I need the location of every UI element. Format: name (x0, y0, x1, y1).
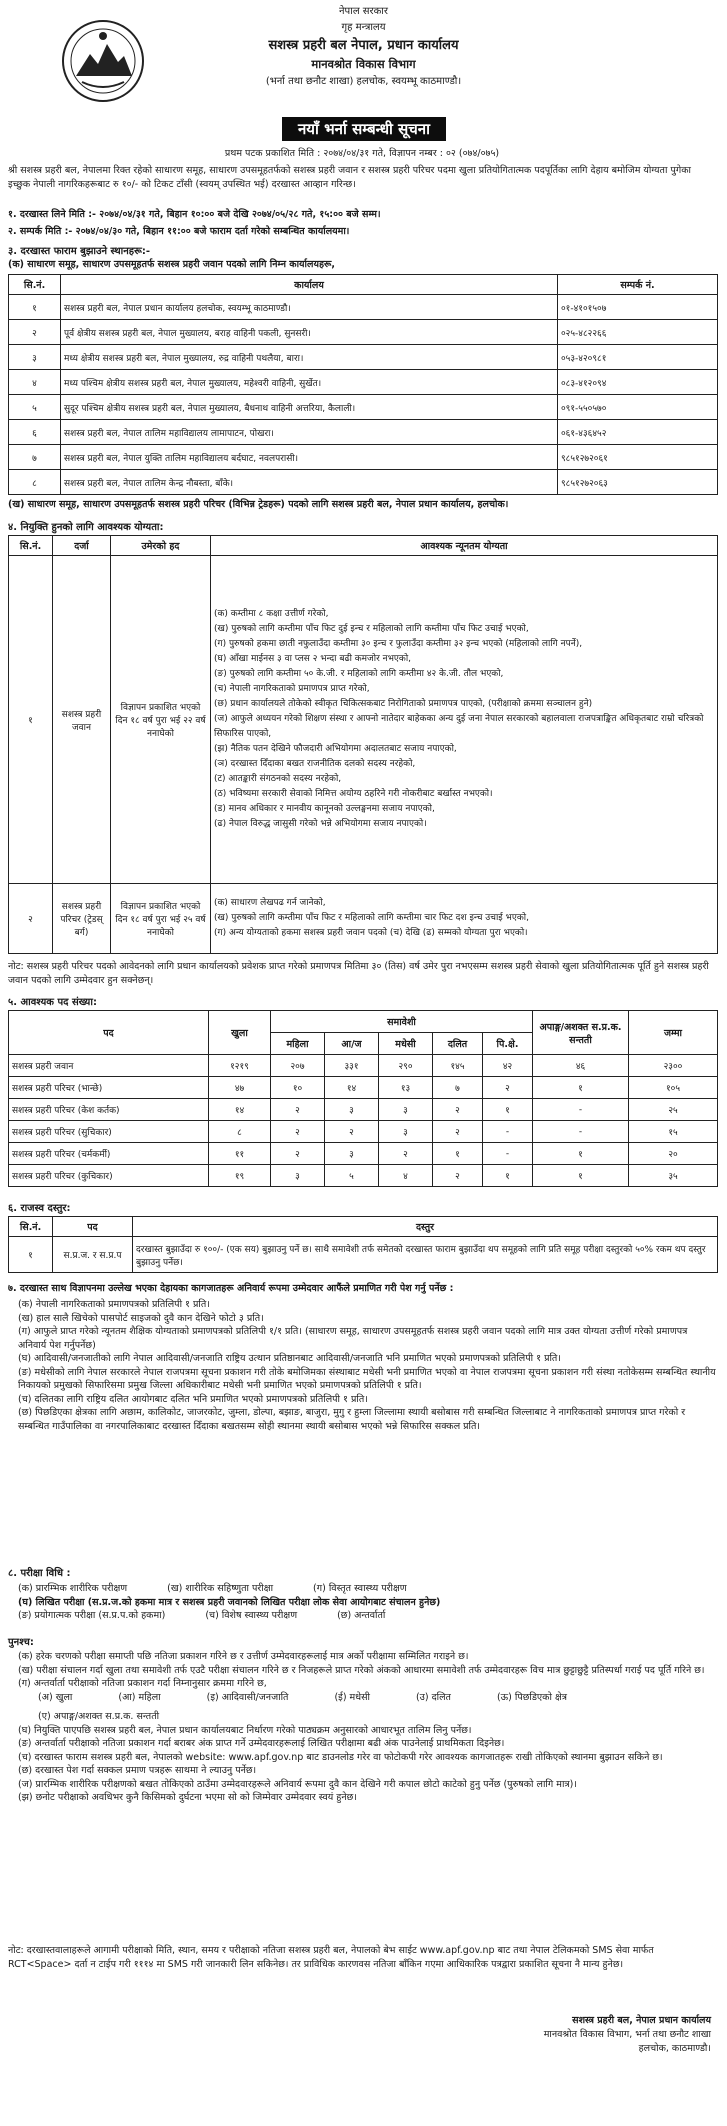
deadline-line: १. दरखास्त लिने मिति :- २०७४/०४/३१ गते, बिहान १०:०० बजे देखि २०७४/०५/२८ गते, १५:०० बजे सम्म। (8, 209, 381, 220)
section4-note: नोट: सशस्त्र प्रहरी परिचर पदको आवेदनको लागि प्रधान कार्यालयको प्रवेशक प्राप्त गरेको प्रमाणपत्र मितिमा ३० (तिस) वर्ष उमेर पुरा नभएसम्म सशस्त्र प्रहरी सेवाको खुला प्रतियोगितात्मक पूर्ति हुने सशस्त्र प्रहरी जवान पदको लागि उम्मेदवार हुन सक्नेछन्। (8, 961, 709, 986)
cell: २ (325, 1121, 379, 1143)
table-row (9, 1165, 718, 1187)
table-row (9, 884, 718, 954)
cell: १ (533, 1077, 629, 1099)
section6-title: ६. राजस्व दस्तुर: (8, 1203, 71, 1214)
list-item: (ङ) मधेसीको लागि नेपाल सरकारले नेपाल राजपत्रमा सूचना प्रकाशन गरी तोके बमोजिमका संस्थाबाट मधेसी भनी प्रमाणित भएको वा नेपाल राजपत्रमा सूचना प्रकाशन गरी संस्था नतोकेसम्म सम्बन्धित स्थानीय निकायको प्रमुखको सिफारिसमा प्रमुख जिल्ला अधिकारीबाट मधेसी भनी प्रमाणित भएको प्रमाणपत्रको प्रतिलिपी १ प्रति। (18, 1366, 716, 1391)
requirement-item: (झ) नैतिक पतन देखिने फौजदारी अभियोगमा अदालतबाट सजाय नपाएको, (214, 744, 457, 754)
list-item: (ख) हाल सालै खिचेको पासपोर्ट साइजको दुवै कान देखिने फोटो ३ प्रति। (18, 1312, 264, 1324)
section3-note-kha: (ख) साधारण समूह, साधारण उपसमूहतर्फ सशस्त्र प्रहरी परिचर (विभिन्न ट्रेडहरू) पदको लागि सशस्त्र प्रहरी बल, नेपाल प्रधान कार्यालय, हलचोक। (8, 499, 509, 510)
cell: ४ (379, 1165, 433, 1187)
cell: ११ (209, 1143, 271, 1165)
table-row (9, 1143, 718, 1165)
cell: स.प्र.ज. र स.प्र.प (53, 1237, 133, 1273)
requirements-cell (211, 884, 718, 954)
cell: १० (271, 1077, 325, 1099)
cell: ०१-४१०१५०७ (558, 295, 718, 320)
footnote: नोट: दरखास्तवालाहरूले आगामी परीक्षाको मिति, स्थान, समय र परीक्षाको नतिजा सशस्त्र प्रहरी बल, नेपालको बेभ साईट www.apf.gov.np बाट तथा नेपाल टेलिकमको SMS सेवा मार्फत RCT<Space> दर्ता न टाईप गरी १११४ मा SMS गरी जानकारी लिन सकिनेछ। तर प्राविधिक कारणवस नतिजा बाँकिन गएमा आधिकारिक पत्रद्वारा प्रकाशित सूचना नै मान्य हुनेछ। (8, 1945, 654, 1970)
cell: २ (433, 1121, 483, 1143)
cell: ३ (325, 1099, 379, 1121)
cell: १४५ (433, 1055, 483, 1077)
cell: ३ (379, 1099, 433, 1121)
cell: २५ (629, 1099, 718, 1121)
col-header: पद (9, 1011, 209, 1055)
cell: २९० (379, 1055, 433, 1077)
requirement-item: (च) नेपाली नागरिकताको प्रमाणपत्र प्राप्त गरेको, (214, 684, 370, 694)
cell: १ (9, 556, 53, 884)
section9-list (8, 1650, 716, 1805)
list-item: (घ) आदिवासी/जनजातीको लागि नेपाल आदिवासी/जनजाति राष्ट्रिय उत्थान प्रतिष्ठानबाट आदिवासी/जनजाति भनि प्रमाणित भएको प्रमाणपत्रको प्रतिलिपी १ प्रति। (18, 1353, 561, 1364)
cell: १ (533, 1143, 629, 1165)
requirement-item: (क) साधारण लेखपढ गर्न जानेको, (214, 898, 326, 908)
list-item: (च) दरखास्त फाराम सशस्त्र प्रहरी बल, नेपालको website: www.apf.gov.np बाट डाउनलोड गरेर वा फोटोकपी गरेर आवश्यक कागजातहरू राखी तोकिएको स्थानमा बुझाउन सकिने छ। (18, 1751, 663, 1763)
qualification-table (8, 535, 718, 954)
col-header: दस्तुर (133, 1217, 718, 1237)
requirement-item: (ख) पुरुषको लागि कम्तीमा पाँच फिट र महिलाको लागि कम्तीमा चार फिट दश इन्च उचाई भएको, (214, 913, 529, 923)
col-header: समावेशी (271, 1011, 533, 1033)
header (0, 4, 727, 108)
exam-line-1 (18, 1582, 716, 1596)
cell: ३ (325, 1143, 379, 1165)
cell: - (483, 1121, 533, 1143)
exam-item: (छ) अन्तर्वार्ता (337, 1610, 386, 1621)
exam-item: (च) विशेष स्वास्थ्य परीक्षण (205, 1610, 298, 1621)
cell: सुदूर पश्चिम क्षेत्रीय सशस्त्र प्रहरी बल, नेपाल मुख्यालय, बैधनाथ वाहिनी अत्तरिया, कैलाली। (61, 395, 558, 420)
requirement-item: (ञ) दरखास्त दिँदाका बखत राजनीतिक दलको सदस्य नरहेको, (214, 759, 416, 769)
requirement-item: (ज) आफुले अध्ययन गरेको शिक्षण संस्था र आफ्नो नातेदार बाहेकका अन्य दुई जना नेपाल सरकारको बहालवाला राजपत्राङ्कित अधिकृतबाट राम्रो चरित्रको सिफारिस पाएको, (214, 714, 704, 739)
list-item: (क) नेपाली नागरिकताको प्रमाणपत्रको प्रतिलिपी १ प्रति। (18, 1299, 210, 1310)
notice-banner: नयाँ भर्ना सम्बन्धी सूचना (282, 117, 446, 141)
section7-list (8, 1298, 716, 1433)
header-line-4: मानवश्रोत विकास विभाग (311, 57, 416, 71)
cell: विज्ञापन प्रकाशित भएको दिन १८ वर्ष पुरा भई २२ वर्ष ननाघेको (111, 556, 211, 884)
cell: सशस्त्र प्रहरी परिचर (केश कर्तक) (9, 1099, 209, 1121)
signature-line-1: सशस्त्र प्रहरी बल, नेपाल प्रधान कार्यालय (572, 2015, 711, 2026)
list-item: (ङ) अन्तर्वार्ता परीक्षाको नतिजा प्रकाशन गर्दा बराबर अंक प्राप्त गर्ने उम्मेदवारहरूलाई लिखित परीक्षामा बढी अंक पाउनेलाई प्राथमिकता दिइनेछ। (18, 1738, 505, 1749)
exam-line-3 (18, 1609, 716, 1623)
table-row (9, 556, 718, 884)
table-header-row (9, 1011, 718, 1033)
table-row (9, 370, 718, 395)
table-row (9, 445, 718, 470)
cell: मध्य पश्चिम क्षेत्रीय सशस्त्र प्रहरी बल, नेपाल मुख्यालय, महेश्वरी वाहिनी, सुर्खेत। (61, 370, 558, 395)
cell: ०९१-५५०५७० (558, 395, 718, 420)
fee-table (8, 1216, 718, 1273)
list-item: (क) हरेक चरणको परीक्षा समाप्ती पछि नतिजा प्रकाशन गरिने छ र उत्तीर्ण उम्मेदवारहरूलाई मात्र अर्को परीक्षामा सम्मिलित गराइने छ। (18, 1651, 469, 1662)
table-header-row (9, 536, 718, 556)
signature-line-3: हलचोक, काठमाण्डौ। (638, 2043, 711, 2054)
table-row (9, 345, 718, 370)
cell: २ (271, 1121, 325, 1143)
col-header: आवश्यक न्यूनतम योग्यता (211, 536, 718, 556)
contact-line: २. सम्पर्क मिति :- २०७४/०४/३० गते, बिहान ११:०० बजे फाराम दर्ता गरेको सम्बन्धित कार्यालयमा। (8, 226, 350, 237)
cell: ३५ (629, 1165, 718, 1187)
col-header: पद (53, 1217, 133, 1237)
requirement-item: (ख) पुरुषको लागि कम्तीमा पाँच फिट दुई इन्च र महिलाको लागि कम्तीमा पाँच फिट उचाई भएको, (214, 624, 529, 634)
cell: ९८५१२७२०६३ (558, 470, 718, 495)
cell: १ (483, 1165, 533, 1187)
order-item: (ए) अपाङ्ग/अशक्त स.प्र.क. सन्तती (38, 1711, 160, 1722)
cell: सशस्त्र प्रहरी बल, नेपाल तालिम महाविद्यालय लामापाटन, पोखरा। (61, 420, 558, 445)
requirement-item: (क) कम्तीमा ८ कक्षा उत्तीर्ण गरेको, (214, 609, 329, 619)
requirement-item: (ङ) पुरुषको लागि कम्तीमा ५० के.जी. र महिलाको लागि कम्तीमा ४२ के.जी. तौल भएको, (214, 669, 504, 679)
cell: सशस्त्र प्रहरी बल, नेपाल प्रधान कार्यालय हलचोक, स्वयम्भू काठमाण्डौ। (61, 295, 558, 320)
cell: ३ (9, 345, 61, 370)
col-header: उमेरको हद (111, 536, 211, 556)
cell: ०५३-४२०९८१ (558, 345, 718, 370)
cell: सशस्त्र प्रहरी परिचर (सुचिकार) (9, 1121, 209, 1143)
section3-title: ३. दरखास्त फाराम बुझाउने स्थानहरू:- (8, 246, 150, 257)
section7-title: ७. दरखास्त साथ विज्ञापनमा उल्लेख भएका देहायका कागजातहरू अनिवार्य रूपमा उम्मेदवार आफैंले प्रमाणित गरी पेश गर्नु पर्नेछ : (8, 1283, 454, 1294)
list-item: (घ) नियुक्ति पाएपछि सशस्त्र प्रहरी बल, नेपाल प्रधान कार्यालयबाट निर्धारण गरेको पाठ्यक्रम अनुसारको आधारभूत तालिम लिनु पर्नेछ। (18, 1724, 472, 1736)
list-item: (छ) दरखास्त पेश गर्दा सक्कल प्रमाण पत्रहरू साथमा ने ल्याउनु पर्नेछ। (18, 1765, 257, 1776)
requirements-cell (211, 556, 718, 884)
col-subheader: दलित (433, 1033, 483, 1055)
table-row (9, 295, 718, 320)
offices-table (8, 274, 718, 495)
section3-subtitle: (क) साधारण समूह, साधारण उपसमूहतर्फ सशस्त्र प्रहरी जवान पदको लागि निम्न कार्यालयहरू, (8, 259, 335, 270)
cell: २ (433, 1165, 483, 1187)
col-subheader: मधेसी (379, 1033, 433, 1055)
cell: १४ (209, 1099, 271, 1121)
order-item: (आ) महिला (118, 1691, 161, 1703)
table-row (9, 420, 718, 445)
list-item: (झ) छनोट परीक्षाको अवधिभर कुनै किसिमको दुर्घटना भएमा सो को जिम्मेवार उम्मेदवार स्वयं हुनेछ। (18, 1792, 357, 1803)
cell: १ (433, 1143, 483, 1165)
col-header: दर्जा (53, 536, 111, 556)
cell: २०७ (271, 1055, 325, 1077)
cell: ८ (209, 1121, 271, 1143)
cell: ४६ (533, 1055, 629, 1077)
cell: ३ (379, 1121, 433, 1143)
list-item: (ग) अन्तर्वार्ता परीक्षाको नतिजा प्रकाशन गर्दा निम्नानुसार क्रममा गरिने छ, (18, 1678, 267, 1689)
signature-line-2: मानवश्रोत विकास विभाग, भर्ना तथा छनौट शाखा (543, 2029, 711, 2040)
cell: ०२५-४८२२६६ (558, 320, 718, 345)
requirement-item: (ग) अन्य योग्यताको हकमा सशस्त्र प्रहरी जवान पदको (च) देखि (ढ) सम्मको योग्यता पुरा भएको। (214, 928, 528, 938)
order-item: (ऊ) पिछडिएको क्षेत्र (496, 1691, 568, 1703)
header-line-2: गृह मन्त्रालय (341, 22, 386, 33)
exam-item: (ख) शारीरिक सहिष्णुता परीक्षा (167, 1583, 274, 1594)
section8-title: ८. परीक्षा विधि : (8, 1568, 71, 1579)
result-order (18, 1691, 658, 1724)
table-row (9, 1237, 718, 1273)
cell: १ (533, 1165, 629, 1187)
cell: सशस्त्र प्रहरी परिचर (ट्रेडस् बर्ग) (53, 884, 111, 954)
cell: सशस्त्र प्रहरी जवान (9, 1055, 209, 1077)
header-line-1: नेपाल सरकार (339, 6, 388, 17)
col-header: सि.नं. (9, 275, 61, 295)
exam-item: (ग) विस्तृत स्वास्थ्य परीक्षण (313, 1583, 407, 1594)
cell: ४२ (483, 1055, 533, 1077)
cell: २ (271, 1099, 325, 1121)
cell: ७ (433, 1077, 483, 1099)
col-subheader: आ/ज (325, 1033, 379, 1055)
cell: - (533, 1099, 629, 1121)
cell: २३०० (629, 1055, 718, 1077)
requirement-item: (ठ) भविष्यमा सरकारी सेवाको निमित्त अयोग्य ठहरिने गरी नोकरीबाट बर्खास्त नभएको। (214, 789, 493, 799)
requirement-item: (ढ) नेपाल विरुद्ध जासुसी गरेको भन्ने अभियोगमा सजाय नपाएको। (214, 819, 427, 829)
cell: पूर्व क्षेत्रीय सशस्त्र प्रहरी बल, नेपाल मुख्यालय, बराह वाहिनी पकली, सुनसरी। (61, 320, 558, 345)
cell: १ (483, 1099, 533, 1121)
list-item: (छ) पिछडिएका क्षेत्रका लागि अछाम, कालिकोट, जाजरकोट, जुम्ला, डोल्पा, बझाङ, बाजुरा, मुगु र हुम्ला जिल्लामा स्थायी बसोबास गरी सम्बन्धित जिल्लाबाट ने नागरिकताको प्रमाणपत्र प्राप्त गरेको र सम्बन्धित गाउँपालिका वा नगरपालिकाबाट दरखास्त दिँदाका बखतसम्म सोही स्थानमा स्थायी बसोबास भएको भन्ने सिफारिस सक्कल प्रति। (18, 1407, 686, 1432)
exam-line-2: (घ) लिखित परीक्षा (स.प्र.ज.को हकमा मात्र र सशस्त्र प्रहरी जवानको लिखित परीक्षा लोक सेवा आयोगबाट संचालन हुनेछ) (18, 1596, 441, 1608)
cell: दरखास्त बुझाउँदा रु १००/- (एक सय) बुझाउनु पर्ने छ। साथै समावेशी तर्फ समेतको दरखास्त फाराम बुझाउँदा थप समूहको लागि प्रति समूह परीक्षा दस्तुरको ५०% रकम थप दस्तुर बुझाउनु पर्नेछ। (133, 1237, 718, 1273)
order-item: (अ) खुला (38, 1691, 73, 1703)
cell: १९ (209, 1165, 271, 1187)
table-row (9, 1055, 718, 1077)
col-header: सम्पर्क नं. (558, 275, 718, 295)
requirement-item: (ट) आतङ्कारी संगठनको सदस्य नरहेको, (214, 774, 342, 784)
cell: ४ (9, 370, 61, 395)
list-item: (ग) आफुले प्राप्त गरेको न्यूनतम शैक्षिक योग्यताको प्रमाणपत्रको प्रतिलिपी १/१ प्रति। (साधारण समूह, साधारण उपसमूहतर्फ सशस्त्र प्रहरी जवान पदको लागि मात्र उक्त योग्यता उत्तीर्ण गरेको प्रमाणपत्र अनिवार्य पेश गर्नुपर्नेछ) (18, 1326, 688, 1351)
requirement-item: (घ) आँखा माईनस ३ वा प्लस २ भन्दा बढी कमजोर नभएको, (214, 654, 412, 664)
list-item: (ख) परीक्षा संचालन गर्दा खुला तथा समावेशी तर्फ एउटै परीक्षा संचालन गरिने छ र निजहरूले प्राप्त गरेको अंकको आधारमा समावेशी तर्फ उम्मेदवारहरू विच मात्र छुट्टाछुट्टै प्रतिस्पर्धा गराई पद पूर्ति गरिने छ। (18, 1664, 705, 1676)
col-header: सि.नं. (9, 1217, 53, 1237)
cell: ४७ (209, 1077, 271, 1099)
cell: ८ (9, 470, 61, 495)
table-row (9, 1099, 718, 1121)
cell: सशस्त्र प्रहरी बल, नेपाल युक्ति तालिम महाविद्यालय बर्दघाट, नवलपरासी। (61, 445, 558, 470)
list-item: (ज) प्रारम्भिक शारीरिक परीक्षणको बखत तोकिएको ठाउँमा उम्मेदवारहरूले अनिवार्य रूपमा दुवै कान देखिने गरी कपाल छोटो काटेको हुनु पर्नेछ (पुरुषको लागि मात्र)। (18, 1778, 577, 1790)
cell: ९८५१२७२०६१ (558, 445, 718, 470)
cell: २ (379, 1143, 433, 1165)
cell: २ (483, 1077, 533, 1099)
col-subheader: पि.क्षे. (483, 1033, 533, 1055)
cell: ६ (9, 420, 61, 445)
cell: सशस्त्र प्रहरी जवान (53, 556, 111, 884)
section8-list (8, 1582, 716, 1623)
cell: १२१९ (209, 1055, 271, 1077)
cell: सशस्त्र प्रहरी परिचर (भान्छे) (9, 1077, 209, 1099)
intro-paragraph: श्री सशस्त्र प्रहरी बल, नेपालमा रिक्त रहेको साधारण समूह, साधारण उपसमूहतर्फको सशस्त्र प्रहरी जवान र सशस्त्र प्रहरी परिचर पदमा खुला प्रतियोगितात्मक पदपूर्तिका लागि देहाय बमोजिम योग्यता पुगेका इच्छुक नेपाली नागरिकहरूबाट रु १०/- को टिकट टाँसी (स्वयम् उपस्थित भई) दरखास्त आव्हान गरिन्छ। (8, 165, 691, 190)
cell: १ (9, 1237, 53, 1273)
cell: ३ (271, 1165, 325, 1187)
signature-block (544, 2014, 711, 2056)
cell: १४ (325, 1077, 379, 1099)
table-row (9, 470, 718, 495)
table-row (9, 1077, 718, 1099)
cell: सशस्त्र प्रहरी परिचर (कुचिकार) (9, 1165, 209, 1187)
cell: मध्य क्षेत्रीय सशस्त्र प्रहरी बल, नेपाल मुख्यालय, रुद्र वाहिनी पथलैया, बारा। (61, 345, 558, 370)
col-header: खुला (209, 1011, 271, 1055)
cell: २ (9, 320, 61, 345)
cell: २ (9, 884, 53, 954)
exam-item: (ङ) प्रयोगात्मक परीक्षा (स.प्र.प.को हकमा) (18, 1610, 166, 1621)
order-item: (उ) दलित (415, 1691, 451, 1703)
table-row (9, 320, 718, 345)
header-line-3: सशस्त्र प्रहरी बल नेपाल, प्रधान कार्यालय (268, 38, 459, 53)
table-row (9, 1121, 718, 1143)
cell: सशस्त्र प्रहरी बल, नेपाल तालिम केन्द्र नौबस्ता, बाँके। (61, 470, 558, 495)
list-item: (च) दलितका लागि राष्ट्रिय दलित आयोगबाट दलित भनि प्रमाणित भएको प्रमाणपत्रको प्रतिलिपी १ प्रति। (18, 1393, 368, 1405)
cell: ५ (325, 1165, 379, 1187)
col-header: जम्मा (629, 1011, 718, 1055)
cell: - (533, 1121, 629, 1143)
order-item: (इ) आदिवासी/जनजाति (206, 1691, 289, 1703)
cell: १३ (379, 1077, 433, 1099)
table-header-row (9, 1217, 718, 1237)
cell: २ (271, 1143, 325, 1165)
requirement-item: (छ) प्रधान कार्यालयले तोकेको स्वीकृत चिकित्सकबाट निरोगिताको प्रमाणपत्र पाएको, (परीक्षाको क्रममा सञ्चालन हुने) (214, 699, 593, 709)
cell: १०५ (629, 1077, 718, 1099)
cell: ०६१-४३६४५२ (558, 420, 718, 445)
cell: सशस्त्र प्रहरी परिचर (चर्मकर्मी) (9, 1143, 209, 1165)
cell: १५ (629, 1121, 718, 1143)
col-header: कार्यालय (61, 275, 558, 295)
exam-item: (क) प्रारम्भिक शारीरिक परीक्षण (18, 1583, 128, 1594)
section5-title: ५. आवश्यक पद संख्या: (8, 997, 97, 1008)
requirement-item: (ग) पुरुषको हकमा छाती नफुलाउँदा कम्तीमा ३० इन्च र फुलाउँदा कम्तीमा ३२ इन्च भएको (महिलाको लागि नपर्ने), (214, 639, 583, 649)
cell: ०८३-४१२०९४ (558, 370, 718, 395)
col-subheader: महिला (271, 1033, 325, 1055)
col-header: सि.नं. (9, 536, 53, 556)
cell: २ (433, 1099, 483, 1121)
requirement-item: (ड) मानव अधिकार र मानवीय कानूनको उल्लङ्घनमा सजाय नपाएको, (214, 804, 435, 814)
cell: विज्ञापन प्रकाशित भएको दिन १८ वर्ष पुरा भई २५ वर्ष ननाघेको (111, 884, 211, 954)
section9-title: पुनश्च: (8, 1637, 34, 1648)
table-header-row (9, 275, 718, 295)
cell: १ (9, 295, 61, 320)
table-row (9, 395, 718, 420)
publish-info: प्रथम पटक प्रकाशित मिति : २०७४/०४/३१ गते, विज्ञापन नम्बर : ०२ (०७४/०७५) (224, 148, 500, 159)
order-item: (ई) मधेसी (334, 1691, 370, 1703)
cell: - (483, 1143, 533, 1165)
cell: ७ (9, 445, 61, 470)
section4-title: ४. नियुक्ति हुनको लागि आवश्यक योग्यता: (8, 522, 164, 533)
header-line-5: (भर्ना तथा छनौट शाखा) हलचोक, स्वयम्भू काठमाण्डौ। (265, 76, 462, 87)
cell: ३३१ (325, 1055, 379, 1077)
cell: ५ (9, 395, 61, 420)
cell: २० (629, 1143, 718, 1165)
col-header: अपाङ्ग/अशक्त स.प्र.क. सन्तती (533, 1011, 629, 1055)
posts-table (8, 1010, 718, 1187)
